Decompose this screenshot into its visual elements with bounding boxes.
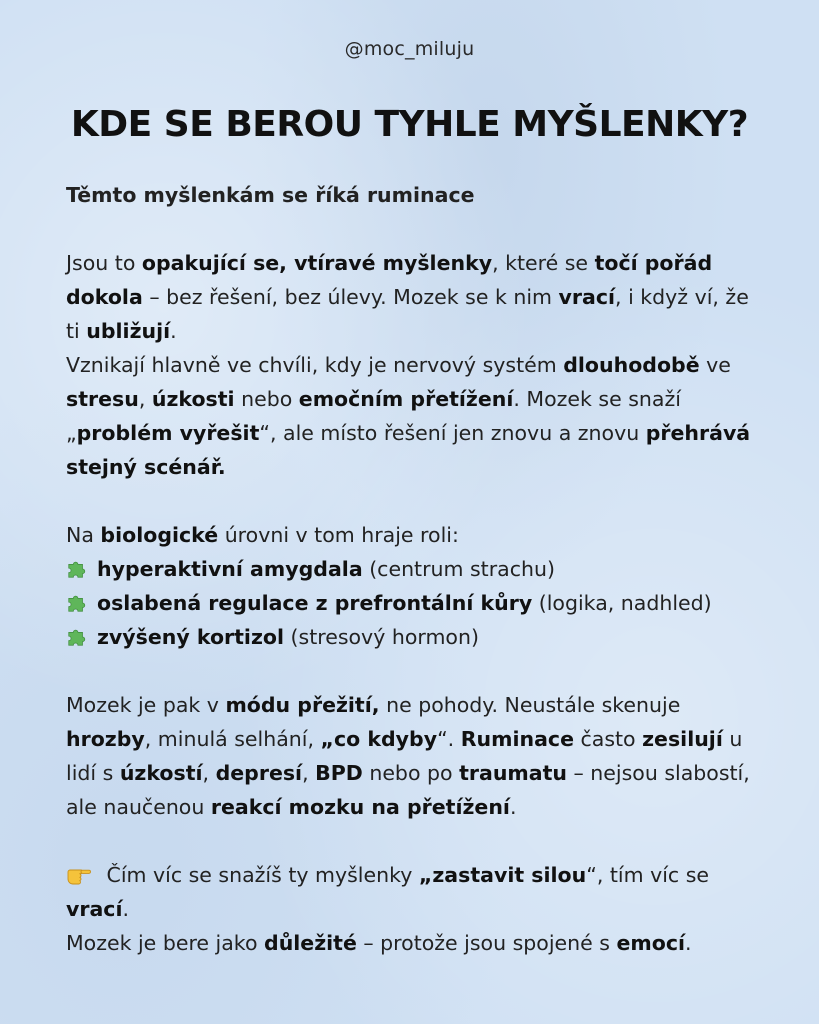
text-fragment: Na: [66, 523, 101, 547]
text-fragment: “, ale místo řešení jen znovu a znovu: [259, 421, 646, 445]
emphasis: „co kdyby: [320, 727, 438, 751]
text-fragment: Vznikají hlavně ve chvíli, kdy je nervový systém: [66, 353, 564, 377]
text-fragment: , které se: [492, 251, 595, 275]
text-fragment: ,: [302, 761, 316, 785]
emphasis: „zastavit silou: [418, 863, 587, 887]
text-fragment: Mozek je pak v: [66, 693, 226, 717]
text-fragment: . Mozek se snaží „: [66, 387, 681, 445]
text-fragment: – protože jsou spojené s: [356, 931, 617, 955]
emphasis: Ruminace: [460, 727, 574, 751]
emphasis: depresí: [215, 761, 303, 785]
paragraph-survival-mode: [66, 688, 766, 824]
emphasis: úzkostí: [119, 761, 203, 785]
list-item: [66, 620, 766, 654]
paragraph-biology: [66, 518, 766, 552]
text-fragment: (centrum strachu): [362, 557, 555, 581]
emphasis: reakcí mozku na přetížení: [210, 795, 510, 819]
text-fragment: Jsou to: [66, 251, 142, 275]
emphasis: hrozby: [66, 727, 145, 751]
author-handle: @moc_miluju: [344, 38, 475, 60]
emphasis: přehrává stejný scénář.: [66, 421, 751, 479]
text-fragment: ne pohody. Neustále skenuje: [379, 693, 681, 717]
pointing-hand-icon: [66, 862, 92, 886]
emphasis: módu přežití,: [225, 693, 380, 717]
text-fragment: ve: [699, 353, 731, 377]
text-fragment: “.: [437, 727, 461, 751]
emphasis: BPD: [315, 761, 363, 785]
emphasis: stresu: [66, 387, 139, 411]
text-fragment: .: [685, 931, 692, 955]
emphasis: problém vyřešit: [76, 421, 260, 445]
spacer: [66, 824, 766, 858]
subtitle: Těmto myšlenkám se říká ruminace: [66, 183, 475, 207]
text-fragment: úrovni v tom hraje roli:: [218, 523, 459, 547]
emphasis: úzkosti: [151, 387, 235, 411]
emphasis: biologické: [100, 523, 219, 547]
puzzle-icon: [66, 558, 88, 580]
emphasis: zesilují: [642, 727, 723, 751]
emphasis: důležité: [264, 931, 357, 955]
text-fragment: Mozek je bere jako: [66, 931, 265, 955]
emphasis: oslabená regulace z prefrontální kůry: [97, 591, 533, 615]
emphasis: emočním přetížení: [298, 387, 514, 411]
paragraph-definition: [66, 246, 766, 348]
emphasis: dlouhodobě: [563, 353, 700, 377]
text-fragment: .: [509, 795, 517, 819]
page-title: KDE SE BEROU TYHLE MYŠLENKY?: [70, 104, 749, 145]
emphasis: točí pořád dokola: [66, 251, 713, 309]
text-fragment: často: [573, 727, 643, 751]
text-fragment: ,: [138, 387, 152, 411]
text-fragment: nebo: [234, 387, 299, 411]
spacer: [66, 484, 766, 518]
text-fragment: .: [170, 319, 177, 343]
puzzle-icon: [66, 592, 88, 614]
text-fragment: (logika, nadhled): [532, 591, 712, 615]
emphasis: ubližují: [86, 319, 171, 343]
text-fragment: Čím víc se snažíš ty myšlenky: [100, 863, 419, 887]
emphasis: emocí: [616, 931, 685, 955]
emphasis: hyperaktivní amygdala: [97, 557, 363, 581]
text-fragment: u lidí s: [66, 727, 743, 785]
post-body: [66, 178, 766, 960]
emphasis: vrací: [558, 285, 616, 309]
paragraph-suppression: [66, 858, 766, 926]
text-fragment: .: [122, 897, 130, 921]
text-fragment: – bez řešení, bez úlevy. Mozek se k nim: [142, 285, 559, 309]
text-fragment: “, tím víc se: [586, 863, 710, 887]
text-fragment: ,: [202, 761, 216, 785]
text-fragment: (stresový hormon): [284, 625, 479, 649]
emphasis: traumatu: [459, 761, 568, 785]
text-fragment: , i když ví, že ti: [66, 285, 749, 343]
emphasis: opakující se, vtíravé myšlenky: [141, 251, 493, 275]
paragraph-origin: [66, 348, 766, 484]
list-item: [66, 552, 766, 586]
paragraph-importance: [66, 926, 766, 960]
text-fragment: nebo po: [362, 761, 460, 785]
emphasis: zvýšený kortizol: [97, 625, 285, 649]
text-fragment: , minulá selhání,: [144, 727, 321, 751]
list-item: [66, 586, 766, 620]
puzzle-icon: [66, 626, 88, 648]
text-fragment: – nejsou slabostí, ale naučenou: [66, 761, 750, 819]
spacer: [66, 654, 766, 688]
emphasis: vrací: [66, 897, 123, 921]
